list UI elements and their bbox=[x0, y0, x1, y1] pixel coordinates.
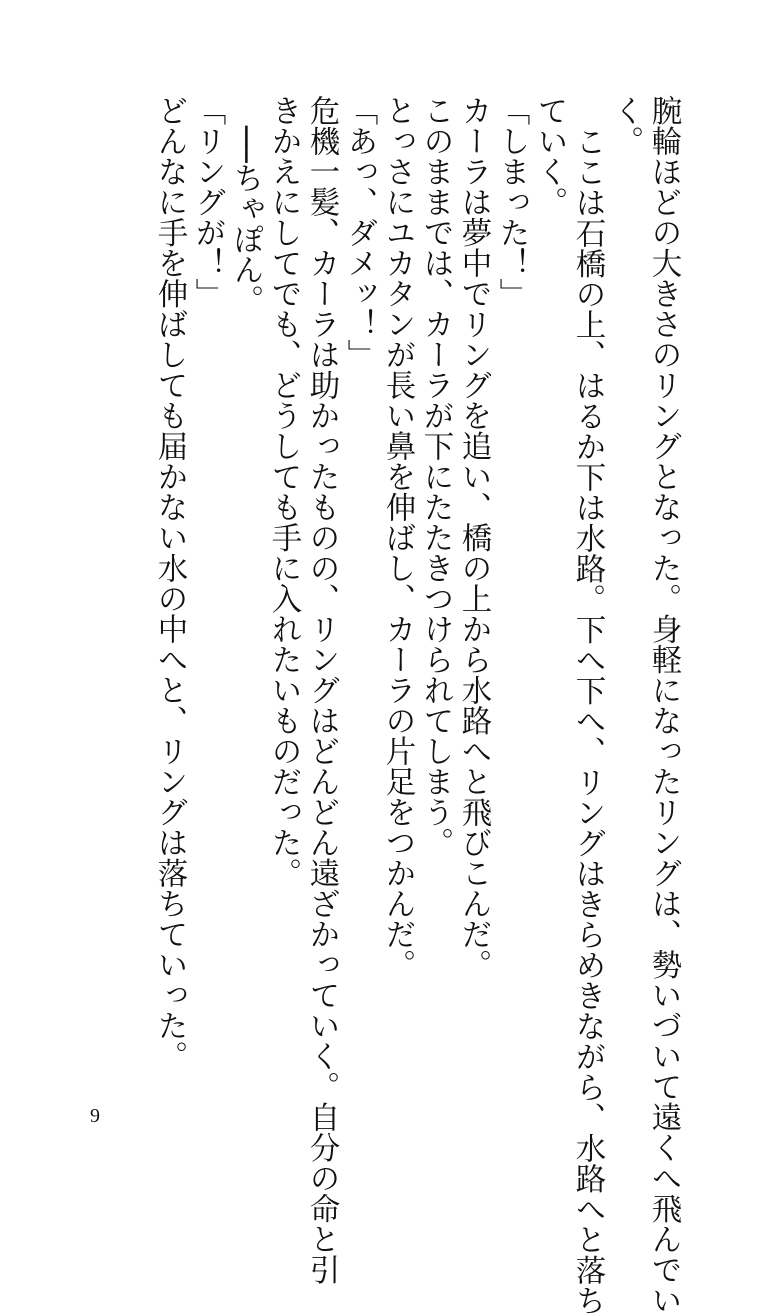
text-line: カーラは夢中でリングを追い、橋の上から水路へと飛びこんだ。 bbox=[456, 95, 491, 980]
vertical-text-body bbox=[150, 95, 682, 1315]
text-line: 危機一髪、カーラは助かったものの、リングはどんどん遠ざかっていく。自分の命と引 bbox=[304, 95, 339, 1285]
text-line: 「しまった！」 bbox=[494, 95, 529, 309]
text-line: このままでは、カーラが下にたたきつけられてしまう。 bbox=[418, 95, 453, 858]
text-line: 「リングが！」 bbox=[190, 95, 225, 309]
text-line: ていく。 bbox=[532, 95, 567, 217]
text-line: とっさにユカタンが長い鼻を伸ばし、カーラの片足をつかんだ。 bbox=[380, 95, 415, 980]
text-line: ここは石橋の上、はるか下は水路。下へ下へ、リングはきらめきながら、水路へと落ち bbox=[570, 125, 605, 1315]
text-line: く。 bbox=[608, 95, 643, 156]
text-line: きかえにしてでも、どうしても手に入れたいものだった。 bbox=[266, 95, 301, 888]
text-line: 腕輪ほどの大きさのリングとなった。身軽になったリングは、勢いづいて遠くへ飛んでい bbox=[646, 95, 681, 1315]
text-line: どんなに手を伸ばしても届かない水の中へと、リングは落ちていった。 bbox=[152, 95, 187, 1071]
text-line: ──ちゃぽん。 bbox=[228, 125, 263, 315]
page-number: 9 bbox=[90, 1105, 100, 1127]
text-line: 「あっ、ダメッ！」 bbox=[342, 95, 377, 370]
